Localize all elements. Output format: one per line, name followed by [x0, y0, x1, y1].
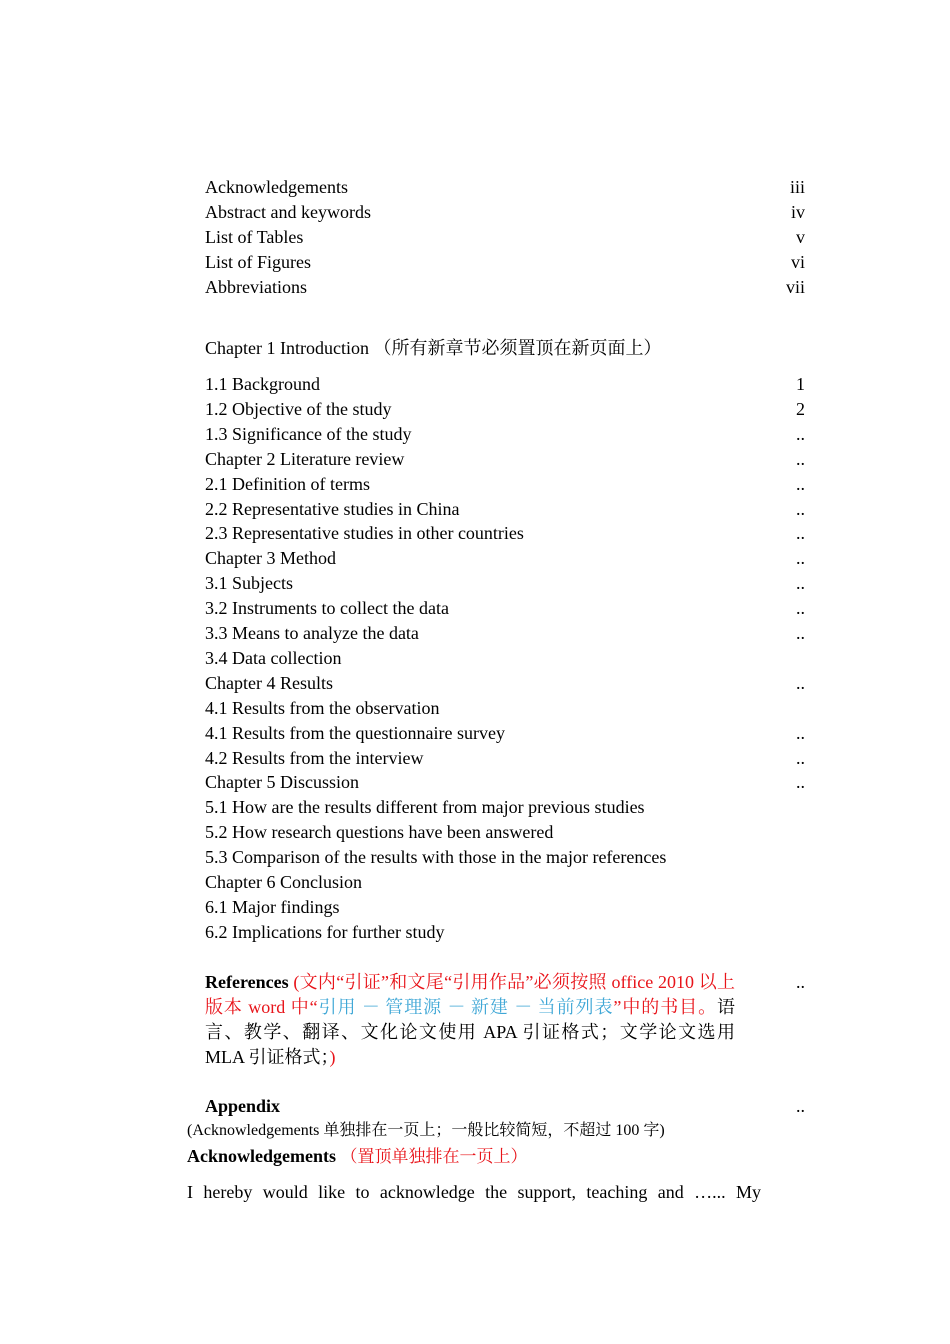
toc-entry-label: Chapter 6 Conclusion: [205, 872, 362, 892]
appendix-label: Appendix: [205, 1096, 281, 1116]
toc-entry-row: [205, 795, 805, 820]
toc-entry-label: Chapter 5 Discussion: [205, 772, 359, 793]
references-label: References: [205, 972, 289, 992]
toc-entry-page: ..: [796, 772, 805, 793]
toc-entry-label: Chapter 4 Results: [205, 672, 333, 693]
toc-entry-row: [205, 472, 805, 497]
acknowledgements-title: Acknowledgements: [187, 1146, 336, 1166]
toc-entry-row: [205, 447, 805, 472]
toc-entry-row: [205, 596, 805, 621]
toc-entry-page: ..: [796, 623, 805, 643]
front-matter-row: [205, 200, 805, 225]
toc-entry-label: 5.1 How are the results different from major previous studies: [205, 797, 645, 818]
toc-entry-label: Acknowledgements: [205, 177, 348, 197]
toc-entry-label: 1.3 Significance of the study: [205, 423, 412, 444]
toc-entry-page: ..: [796, 747, 805, 768]
toc-entry-label: 4.2 Results from the interview: [205, 747, 424, 768]
toc-entry-row: [205, 746, 805, 771]
toc-entry-page: v: [796, 226, 805, 247]
toc-entry-label: 2.2 Representative studies in China: [205, 498, 460, 519]
front-matter-row: [205, 175, 805, 200]
references-note-red-2: ”中的书目。: [613, 997, 718, 1017]
toc-entry-page: 2: [796, 398, 805, 419]
acknowledgements-heading-note: （置顶单独排在一页上）: [340, 1147, 528, 1166]
toc-entry-row: [205, 721, 805, 746]
toc-entry-label: List of Tables: [205, 226, 304, 247]
toc-entry-label: 4.1 Results from the observation: [205, 697, 440, 718]
toc-entry-row: [205, 621, 805, 646]
toc-entry-label: Chapter 3 Method: [205, 548, 336, 569]
toc-entry-page: 1: [796, 374, 805, 394]
chapter1-heading: Chapter 1 Introduction （所有新章节必须置顶在新页面上）: [205, 338, 662, 358]
appendix-page: ..: [796, 1096, 805, 1116]
front-matter-row: [205, 250, 805, 275]
toc-entry-row: [205, 671, 805, 696]
toc-entry-page: ..: [796, 473, 805, 494]
toc-entry-label: 3.4 Data collection: [205, 647, 342, 668]
toc-entry-label: 1.2 Objective of the study: [205, 398, 392, 419]
toc-entry-row: [205, 820, 805, 845]
toc-entry-row: [205, 397, 805, 422]
references-entry: [205, 970, 735, 1070]
toc-entry-row: [205, 571, 805, 596]
acknowledgements-note: (Acknowledgements 单独排在一页上；一般比较简短，不超过 100 字): [187, 1122, 665, 1139]
references-note-red-1: (文内“引证”和文尾“引用作品”必须按照 office 2010 以上版本 word 中“: [205, 972, 735, 1017]
toc-entry-label: 6.1 Major findings: [205, 896, 340, 917]
toc-entry-page: ..: [796, 672, 805, 693]
toc-entry-label: 2.1 Definition of terms: [205, 473, 370, 494]
toc-entry-page: ..: [796, 573, 805, 594]
toc-entry-label: 1.1 Background: [205, 374, 320, 394]
toc-entry-row: [205, 770, 805, 795]
toc-entry-page: ..: [796, 548, 805, 569]
toc-entry-label: Abbreviations: [205, 276, 307, 297]
toc-entry-page: ..: [796, 423, 805, 444]
toc-entry-page: vii: [785, 276, 805, 297]
toc-entry-row: [205, 845, 805, 870]
toc-entry-page: vi: [790, 251, 805, 272]
toc-entry-row: [205, 920, 805, 945]
toc-entry-row: [205, 546, 805, 571]
toc-entry-row: [205, 521, 805, 546]
toc-entry-label: List of Figures: [205, 251, 311, 272]
toc-entry-page: iv: [790, 201, 805, 222]
toc-entry-label: 6.2 Implications for further study: [205, 921, 445, 942]
toc-entry-page: ..: [796, 598, 805, 619]
toc-entry-row: [205, 646, 805, 671]
toc-entry-row: [205, 696, 805, 721]
toc-entry-label: 5.3 Comparison of the results with those in the major references: [205, 847, 667, 868]
toc-entry-page: ..: [796, 523, 805, 544]
toc-entry-row: [205, 895, 805, 920]
toc-entry-page: iii: [789, 177, 805, 197]
front-matter-row: [205, 225, 805, 250]
toc-entry-page: ..: [796, 498, 805, 519]
references-note-blue: 引用 － 管理源 － 新建 － 当前列表: [317, 997, 614, 1017]
toc-entry-label: 4.1 Results from the questionnaire survey: [205, 722, 505, 743]
toc-entry-row: [205, 870, 805, 895]
toc-entry-label: Chapter 2 Literature review: [205, 448, 405, 469]
references-note-red-3: ): [329, 1047, 336, 1067]
front-matter-row: [205, 275, 805, 300]
toc-entry-page: ..: [796, 722, 805, 743]
toc-entry-label: 3.3 Means to analyze the data: [205, 623, 419, 643]
toc-entry-label: 2.3 Representative studies in other countries: [205, 523, 524, 544]
toc-entry-label: 3.2 Instruments to collect the data: [205, 598, 449, 619]
toc-entry-row: [205, 372, 805, 397]
toc-entry-label: Abstract and keywords: [205, 201, 371, 222]
toc-entry-label: 3.1 Subjects: [205, 573, 293, 594]
acknowledgements-heading: [187, 1144, 528, 1169]
references-page: ..: [796, 972, 805, 992]
acknowledgements-body: I hereby would like to acknowledge the support, teaching and …... My: [187, 1182, 761, 1202]
toc-entry-row: [205, 497, 805, 522]
toc-entry-label: 5.2 How research questions have been answered: [205, 822, 554, 843]
toc-entry-row: [205, 422, 805, 447]
references-note-black: 语言、教学、翻译、文化论文使用 APA 引证格式；文学论文选用 MLA 引证格式；: [205, 997, 736, 1067]
toc-entry-page: ..: [796, 448, 805, 469]
